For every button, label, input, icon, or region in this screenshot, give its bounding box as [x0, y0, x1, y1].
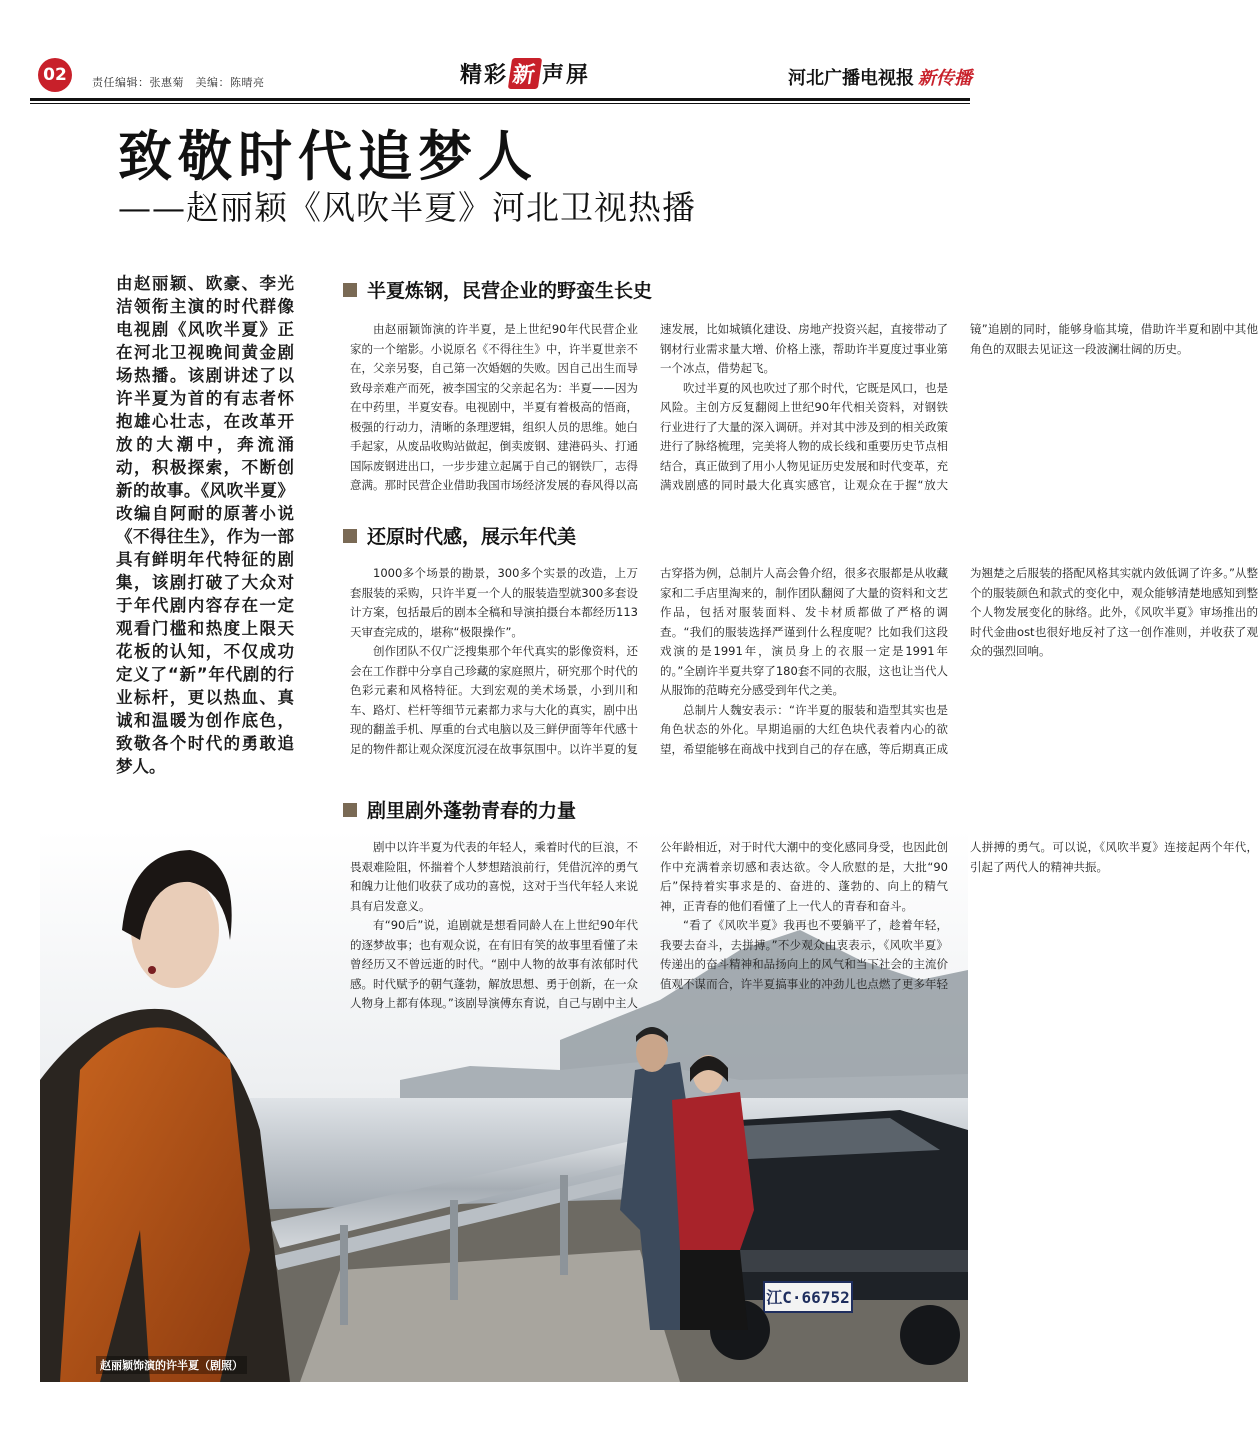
newspaper-signature: 新传播: [918, 68, 972, 89]
newspaper-title: 河北广播电视报: [788, 68, 914, 89]
article-lead: 由赵丽颖、欧豪、李光洁领衔主演的时代群像电视剧《风吹半夏》正在河北卫视晚间黄金剧场热播。该剧讲述了以许半夏为首的有志者怀抱雄心壮志，在改革开放的大潮中，奔流涌动，积极探索，不断创新的故事。《风吹半夏》改编自阿耐的原著小说《不得往生》，作为一部具有鲜明年代特征的剧集，该剧打破了大众对于年代剧内容存在一定观看门槛和热度上限天花板的认知，不仅成功定义了“新”年代剧的行业标杆，更以热血、真诚和温暖为创作底色，致敬各个时代的勇敢追梦人。: [116, 274, 294, 776]
section-heading-text: 还原时代感，展示年代美: [367, 526, 577, 548]
paragraph: 有“90后”说，追剧就是想看同龄人在上世纪90年代的逐梦故事；也有观众说，在有旧有笑的故事里看懂了未曾经历又不曾远逝的时代。“剧中人物的故事有浓郁时代感。时代赋予的朝气蓬勃，解放思想、勇于创新，在一众人物身上都有体现。”该剧导演傅东育说，自己与剧中主人公年龄相近，对于时代大潮中的变化感同身受，也因此创作中充满着亲切感和表达欲。令人欣慰的是，大批“90后”保持着实事求是的、奋进的、蓬勃的、向上的精气神，正青春的他们看懂了上一代人的青春和奋斗。: [350, 840, 948, 1010]
license-plate: 江C·66752: [766, 1288, 850, 1307]
page-number-badge: 02: [38, 58, 72, 92]
article-headline: 致敬时代追梦人: [118, 124, 538, 188]
section-body-1: [350, 320, 1258, 500]
paragraph: 吹过半夏的风也吹过了那个时代，它既是风口，也是风险。主创方反复翻阅上世纪90年代相关资料，对钢铁行业进行了大量的深入调研。并对其中涉及到的相关政策进行了脉络梳理，完美将人物的成长线和重要历史节点相结合，真正做到了用小人物见证历史发展和时代变革，充满戏剧感的同时最大化真实感官，让观众在于握“放大镜”追剧的同时，能够身临其境，借助许半夏和剧中其他角色的双眼去见证这一段波澜壮阔的历史。: [660, 322, 1258, 492]
paragraph: 剧中以许半夏为代表的年轻人，乘着时代的巨浪，不畏艰难险阻，怀揣着个人梦想踏浪前行，凭借沉淬的勇气和魄力让他们收获了成功的喜悦，这对于当代年轻人来说具有启发意义。: [350, 840, 638, 913]
paragraph: 创作团队不仅广泛搜集那个年代真实的影像资料，还会在工作群中分享自己珍藏的家庭照片，研究那个时代的色彩元素和风格特征。大到宏观的美术场景，小到川和车、路灯、栏杆等细节元素都力求与大化的真实，剧中出现的翻盖手机、厚重的台式电脑以及三鲜伊面等年代感十足的物件都让观众深度沉浸在故事氛围中。以许半夏的复古穿搭为例，总制片人高会鲁介绍，很多衣服都是从收藏家和二手店里淘来的，制作团队翻阅了大量的资料和文艺作品，包括对服装面料、发卡材质都做了严格的调查。“我们的服装选择严谨到什么程度呢？比如我们这段戏演的是1991年，演员身上的衣服一定是1991年的。”全剧许半夏共穿了180套不同的衣服，这也让当代人从服饰的范畴充分感受到年代之美。: [350, 566, 948, 756]
section-title-pre: 精彩: [460, 63, 509, 88]
section-body-3: [350, 838, 1258, 1028]
section-marker-icon: [343, 529, 357, 543]
header-rule-thin: [30, 103, 970, 104]
article-subheadline: ——赵丽颖《风吹半夏》河北卫视热播: [118, 188, 696, 227]
paragraph: 1000多个场景的勘景，300多个实景的改造，上万套服装的采购，只许半夏一个人的服装造型就300多套设计方案，包括最后的剧本全稿和导演拍摄台本都经历113天审查完成的，堪称“极限操作”。: [350, 566, 638, 639]
section-heading-1: [343, 276, 652, 303]
section-title-accent: 新: [508, 58, 542, 89]
paragraph: 由赵丽颖饰演的许半夏，是上世纪90年代民营企业家的一个缩影。小说原名《不得往生》中，许半夏世亲不在，父亲另娶，自己第一次婚姻的失败。因自己出生而导致母亲难产而死，被李国宝的父亲起名为：半夏——因为在中药里，半夏安春。电视剧中，半夏有着极高的悟商，极强的行动力，清晰的条理逻辑，组织人员的思维。她白手起家，从废品收购站做起，倒卖废钢、建港码头、打通国际废钢进出口，一步步建立起属于自己的钢铁厂，志得意满。那时民营企业借助我国市场经济发展的春风得以高速发展，比如城镇化建设、房地产投资兴起，直接带动了钢材行业需求量大增、价格上涨，帮助许半夏度过事业第一个冰点，借势起飞。: [350, 322, 948, 492]
section-heading-3: [343, 796, 576, 823]
section-heading-text: 半夏炼钢，民营企业的野蛮生长史: [367, 280, 653, 302]
section-title: [460, 58, 590, 89]
paragraph: 总制片人魏安表示：“许半夏的服装和造型其实也是角色状态的外化。早期追丽的大红色块代表着内心的欲望，希望能够在商战中找到自己的存在感，等后期真正成为翘楚之后服装的搭配风格其实就内敛低调了许多。”从整个的服装颜色和款式的变化中，观众能够清楚地感知到整个人物发展变化的脉络。此外，《风吹半夏》审场推出的时代金曲ost也很好地反衬了这一创作准则，并收获了观众的强烈回响。: [660, 566, 1258, 756]
section-heading-text: 剧里剧外蓬勃青春的力量: [367, 800, 577, 822]
photo-caption: 赵丽颖饰演的许半夏（剧照）: [96, 1356, 247, 1374]
section-marker-icon: [343, 283, 357, 297]
section-title-post: 声屏: [542, 63, 591, 88]
section-body-2: [350, 564, 1258, 778]
header-rule: [30, 98, 970, 101]
editor-credits: 责任编辑：张惠菊 美编：陈晴亮: [92, 76, 265, 89]
section-heading-2: [343, 522, 576, 549]
section-marker-icon: [343, 803, 357, 817]
paragraph: “看了《风吹半夏》我再也不要躺平了，趁着年轻，我要去奋斗，去拼搏。”不少观众由衷表示，《风吹半夏》传递出的奋斗精神和品扬向上的风气和当下社会的主流价值观不谋而合，许半夏搞事业的冲劲儿也点燃了更多年轻人拼搏的勇气。可以说，《风吹半夏》连接起两个年代，引起了两代人的精神共振。: [660, 840, 1258, 991]
newspaper-name: [788, 64, 972, 90]
